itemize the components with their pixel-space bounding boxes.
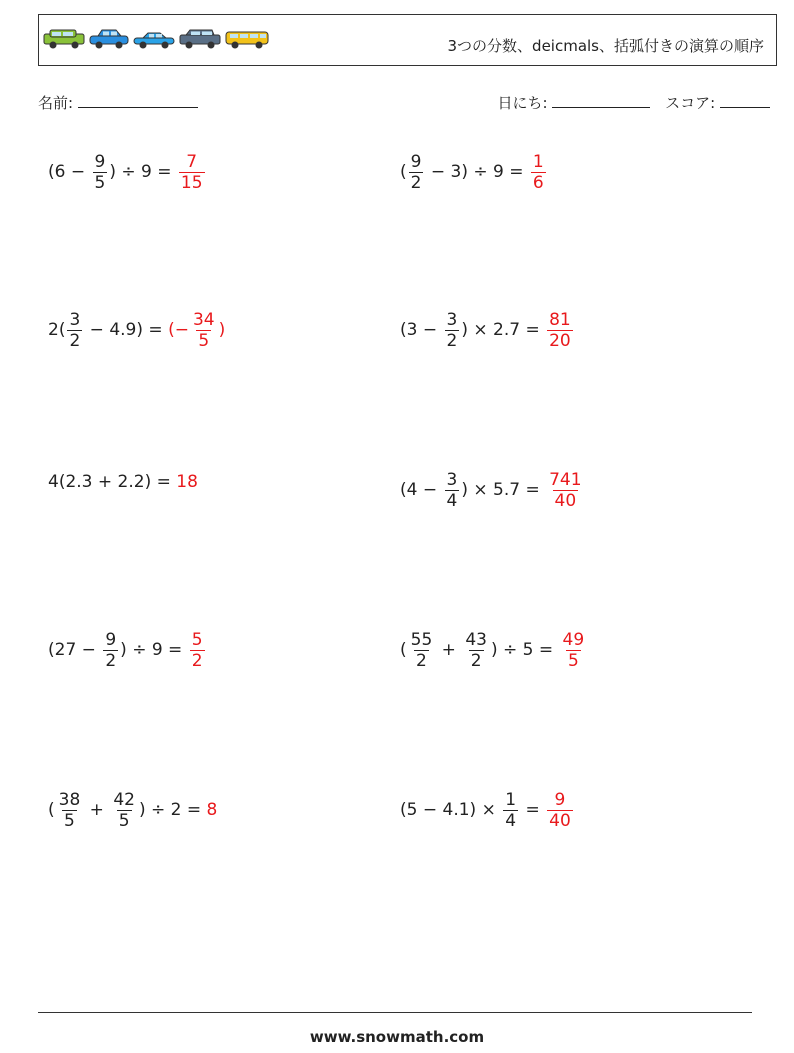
fraction-1-denominator: 2 xyxy=(446,330,458,351)
fraction-1-numerator: 9 xyxy=(410,151,422,172)
fraction-2 xyxy=(111,790,137,831)
fraction-1 xyxy=(409,630,435,671)
fraction-1-numerator: 9 xyxy=(94,151,106,172)
date-label: 日にち: xyxy=(497,94,548,112)
name-label: 名前: xyxy=(38,94,74,112)
expression-operator: + xyxy=(84,800,110,820)
expression-prefix: ( xyxy=(48,800,55,820)
expression-suffix: − 3) ÷ 9 = xyxy=(425,162,529,182)
expression-prefix: 2( xyxy=(48,320,66,340)
problem-10 xyxy=(400,780,575,840)
problem-4 xyxy=(400,300,575,360)
answer xyxy=(177,152,207,193)
car-green-icon xyxy=(42,28,86,50)
answer-fraction-numerator: 49 xyxy=(562,629,585,650)
problem-8 xyxy=(400,620,588,680)
fraction-2-denominator: 2 xyxy=(470,650,482,671)
answer xyxy=(529,152,548,193)
fraction-1-denominator: 2 xyxy=(416,650,427,671)
answer-fraction-numerator: 5 xyxy=(191,629,203,650)
expression-suffix: ) × 2.7 = xyxy=(461,320,546,340)
car-grey-suv-icon xyxy=(178,28,222,50)
answer-value: 8 xyxy=(206,800,218,820)
answer-fraction-numerator: 34 xyxy=(192,309,215,330)
problem-5 xyxy=(48,452,198,512)
expression-suffix: − 4.9) = xyxy=(84,320,169,340)
worksheet-header xyxy=(38,14,777,66)
answer-fraction-denominator: 5 xyxy=(567,650,579,671)
problem-9 xyxy=(48,780,217,840)
fraction-1-numerator: 3 xyxy=(69,309,81,330)
fraction-1-denominator: 5 xyxy=(64,810,75,831)
answer-value: 18 xyxy=(176,472,198,492)
answer-suffix: ) xyxy=(218,320,226,340)
score-label: スコア: xyxy=(665,94,716,112)
answer-fraction xyxy=(531,152,546,193)
problem-3 xyxy=(48,300,225,360)
expression-prefix: (6 − xyxy=(48,162,91,182)
van-yellow-icon xyxy=(224,28,270,50)
expression-suffix: ) ÷ 9 = xyxy=(120,640,188,660)
fraction-1-denominator: 5 xyxy=(94,172,106,193)
expression-operator: + xyxy=(436,640,462,660)
problem-6 xyxy=(400,460,586,520)
footer-divider xyxy=(38,1012,752,1013)
fraction-1-denominator: 4 xyxy=(505,810,517,831)
problem-expression: 4(2.3 + 2.2) = xyxy=(48,472,177,492)
fraction-1 xyxy=(93,152,108,193)
answer-fraction-denominator: 40 xyxy=(554,490,577,511)
answer-fraction-numerator: 1 xyxy=(532,151,544,172)
answer xyxy=(176,472,198,492)
fraction-2 xyxy=(463,630,489,671)
fraction-1 xyxy=(67,310,82,351)
answer-fraction-denominator: 40 xyxy=(549,810,571,831)
answer-fraction-numerator: 741 xyxy=(549,469,582,490)
answer-fraction-denominator: 6 xyxy=(532,172,544,193)
score-blank[interactable] xyxy=(720,93,770,108)
fraction-1 xyxy=(445,310,460,351)
fraction-2-numerator: 42 xyxy=(113,789,135,810)
problem-2 xyxy=(400,142,548,202)
expression-prefix: (5 − 4.1) × xyxy=(400,800,502,820)
answer xyxy=(545,470,585,511)
fraction-1 xyxy=(103,630,118,671)
answer-fraction-denominator: 5 xyxy=(198,330,210,351)
answer xyxy=(545,790,575,831)
expression-prefix: (27 − xyxy=(48,640,102,660)
expression-suffix: ) ÷ 2 = xyxy=(138,800,207,820)
answer-fraction xyxy=(547,470,583,511)
answer-fraction xyxy=(547,310,573,351)
answer-fraction xyxy=(561,630,587,671)
answer xyxy=(188,630,207,671)
expression-suffix: ) ÷ 5 = xyxy=(490,640,559,660)
answer-fraction-denominator: 15 xyxy=(180,172,203,193)
answer-fraction xyxy=(191,310,217,351)
name-blank[interactable] xyxy=(78,93,198,108)
problem-1 xyxy=(48,142,207,202)
car-blue-icon xyxy=(88,28,130,50)
fraction-1-denominator: 2 xyxy=(410,172,422,193)
answer xyxy=(559,630,589,671)
answer-fraction xyxy=(547,790,573,831)
fraction-2-denominator: 5 xyxy=(118,810,130,831)
fraction-1-denominator: 4 xyxy=(446,490,458,511)
fraction-2-numerator: 43 xyxy=(465,629,487,650)
expression-prefix: (3 − xyxy=(400,320,443,340)
fraction-1 xyxy=(409,152,424,193)
fraction-1-denominator: 2 xyxy=(105,650,117,671)
answer xyxy=(207,800,218,820)
fraction-1-numerator: 38 xyxy=(58,789,81,810)
expression-prefix: ( xyxy=(400,640,407,660)
expression-prefix: ( xyxy=(400,162,407,182)
answer-fraction xyxy=(190,630,205,671)
date-blank[interactable] xyxy=(552,93,650,108)
expression-suffix: ) ÷ 9 = xyxy=(109,162,177,182)
fraction-1-denominator: 2 xyxy=(69,330,81,351)
fraction-1-numerator: 3 xyxy=(446,309,458,330)
fraction-1-numerator: 55 xyxy=(410,629,433,650)
name-field xyxy=(38,92,198,113)
car-icons xyxy=(42,28,270,50)
answer-fraction-numerator: 81 xyxy=(549,309,571,330)
answer xyxy=(168,310,225,351)
worksheet-title: 3つの分数、deicmals、括弧付きの演算の順序 xyxy=(447,37,764,55)
fraction-1 xyxy=(503,790,518,831)
answer-fraction xyxy=(179,152,205,193)
fraction-1-numerator: 9 xyxy=(105,629,117,650)
answer-prefix: (− xyxy=(168,320,189,340)
date-score-fields xyxy=(498,92,770,113)
fraction-1 xyxy=(57,790,83,831)
fraction-1-numerator: 3 xyxy=(446,469,458,490)
answer-fraction-numerator: 9 xyxy=(554,789,566,810)
answer-fraction-denominator: 20 xyxy=(549,330,571,351)
expression-suffix: ) × 5.7 = xyxy=(461,480,546,500)
problem-7 xyxy=(48,620,207,680)
footer-site: www.snowmath.com xyxy=(309,1028,485,1046)
answer-fraction-denominator: 2 xyxy=(191,650,203,671)
expression-suffix: = xyxy=(520,800,546,820)
answer-fraction-numerator: 7 xyxy=(186,151,198,172)
expression-prefix: (4 − xyxy=(400,480,443,500)
car-blue-sedan-icon xyxy=(132,28,176,50)
answer xyxy=(545,310,575,351)
fraction-1-numerator: 1 xyxy=(505,789,517,810)
fraction-1 xyxy=(445,470,460,511)
